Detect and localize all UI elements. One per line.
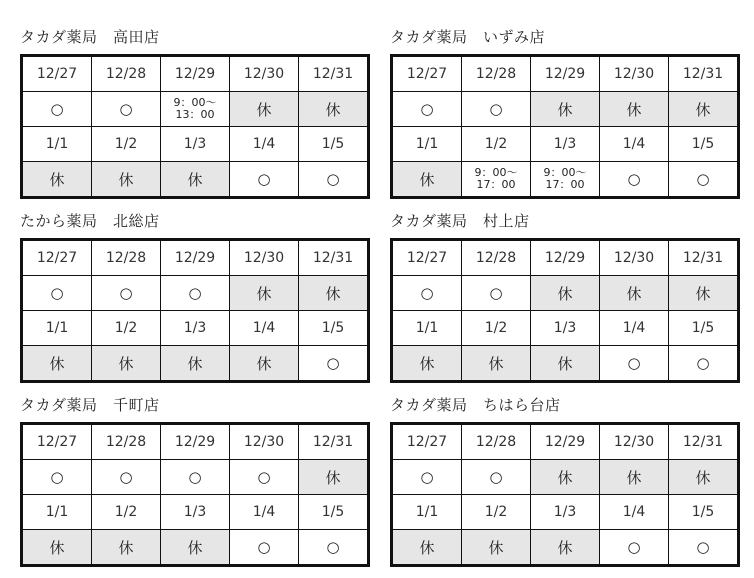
store-title: たから薬局 北総店: [20, 212, 160, 230]
closed-label: 休: [187, 354, 203, 373]
closed-cell: [299, 92, 369, 127]
date-cell: 12/31: [299, 240, 369, 276]
closed-label: 休: [419, 354, 435, 373]
open-mark: ○: [696, 538, 710, 556]
open-mark: ○: [627, 354, 641, 372]
date-cell: 12/30: [600, 240, 669, 276]
open-mark: ○: [489, 284, 503, 302]
open-cell: [230, 162, 299, 198]
date-cell: 12/27: [22, 240, 92, 276]
open-mark: ○: [257, 538, 271, 556]
closed-label: 休: [419, 538, 435, 557]
date-cell: 12/30: [230, 240, 299, 276]
hours-label: 9：00～ 17：00: [474, 166, 518, 191]
open-mark: ○: [257, 468, 271, 486]
open-cell: [462, 460, 531, 495]
closed-cell: [161, 346, 230, 382]
open-mark: ○: [188, 468, 202, 486]
closed-cell: [462, 346, 531, 382]
status-row: [22, 530, 369, 566]
open-mark: ○: [188, 284, 202, 302]
date-cell: 1/5: [299, 311, 369, 346]
closed-cell: [669, 92, 739, 127]
open-mark: ○: [326, 354, 340, 372]
closed-label: 休: [695, 100, 711, 119]
closed-cell: [392, 346, 462, 382]
closed-cell: [92, 162, 161, 198]
date-cell: 1/2: [462, 495, 531, 530]
date-cell: 12/30: [600, 424, 669, 460]
closed-cell: [669, 276, 739, 311]
date-cell: 12/28: [462, 56, 531, 92]
closed-cell: [531, 92, 600, 127]
schedule-table: [390, 422, 740, 567]
date-cell: 12/28: [92, 56, 161, 92]
date-cell: 12/27: [392, 240, 462, 276]
date-cell: 1/2: [92, 127, 161, 162]
open-mark: ○: [420, 100, 434, 118]
date-cell: 1/1: [392, 127, 462, 162]
open-cell: [22, 460, 92, 495]
date-cell: 12/27: [22, 424, 92, 460]
status-row: [392, 346, 739, 382]
store-block-murakami: [390, 210, 730, 383]
closed-label: 休: [118, 170, 134, 189]
open-cell: [392, 92, 462, 127]
open-cell: [669, 346, 739, 382]
open-cell: [462, 276, 531, 311]
store-block-chiharadai: [390, 394, 730, 567]
open-cell: [299, 530, 369, 566]
date-row: [22, 495, 369, 530]
closed-cell: [22, 346, 92, 382]
date-cell: 12/28: [92, 240, 161, 276]
closed-label: 休: [325, 284, 341, 303]
closed-label: 休: [626, 284, 642, 303]
schedule-table: [20, 422, 370, 567]
open-mark: ○: [119, 468, 133, 486]
date-cell: 12/29: [531, 240, 600, 276]
date-row: [22, 311, 369, 346]
date-cell: 12/29: [161, 424, 230, 460]
open-cell: [161, 276, 230, 311]
closed-cell: [22, 162, 92, 198]
store-title: タカダ薬局 村上店: [390, 212, 530, 230]
open-mark: ○: [489, 468, 503, 486]
hours-label: 9：00～ 13：00: [173, 96, 217, 121]
closed-cell: [92, 530, 161, 566]
open-mark: ○: [696, 354, 710, 372]
open-mark: ○: [326, 538, 340, 556]
date-cell: 12/28: [92, 424, 161, 460]
hours-cell: [531, 162, 600, 198]
open-cell: [92, 92, 161, 127]
store-title: タカダ薬局 高田店: [20, 28, 160, 46]
closed-cell: [299, 460, 369, 495]
date-cell: 1/5: [669, 311, 739, 346]
closed-label: 休: [488, 354, 504, 373]
date-row: [392, 56, 739, 92]
open-cell: [92, 276, 161, 311]
date-row: [22, 56, 369, 92]
open-cell: [600, 530, 669, 566]
open-mark: ○: [257, 170, 271, 188]
open-mark: ○: [50, 284, 64, 302]
date-cell: 12/28: [462, 424, 531, 460]
date-cell: 1/5: [669, 495, 739, 530]
closed-label: 休: [49, 354, 65, 373]
closed-label: 休: [695, 284, 711, 303]
date-cell: 1/4: [230, 495, 299, 530]
store-block-hokuso: [20, 210, 360, 383]
open-mark: ○: [119, 100, 133, 118]
date-cell: 1/2: [462, 311, 531, 346]
closed-cell: [600, 276, 669, 311]
closed-label: 休: [557, 284, 573, 303]
open-cell: [230, 530, 299, 566]
closed-cell: [230, 346, 299, 382]
date-cell: 12/30: [600, 56, 669, 92]
open-mark: ○: [119, 284, 133, 302]
date-cell: 1/1: [22, 127, 92, 162]
date-cell: 1/4: [600, 127, 669, 162]
date-cell: 1/3: [531, 127, 600, 162]
date-cell: 1/4: [600, 311, 669, 346]
closed-label: 休: [557, 538, 573, 557]
closed-cell: [600, 460, 669, 495]
date-cell: 12/31: [299, 424, 369, 460]
closed-label: 休: [256, 354, 272, 373]
date-cell: 12/29: [161, 56, 230, 92]
closed-cell: [462, 530, 531, 566]
closed-label: 休: [325, 468, 341, 487]
open-cell: [299, 346, 369, 382]
schedule-table: [20, 238, 370, 383]
closed-cell: [392, 162, 462, 198]
hours-label: 9：00～ 17：00: [543, 166, 587, 191]
date-cell: 1/1: [22, 311, 92, 346]
date-cell: 1/4: [230, 127, 299, 162]
date-cell: 1/2: [92, 495, 161, 530]
open-mark: ○: [420, 468, 434, 486]
open-cell: [230, 460, 299, 495]
date-cell: 12/29: [531, 56, 600, 92]
closed-label: 休: [187, 170, 203, 189]
schedule-table: [20, 54, 370, 199]
closed-label: 休: [118, 538, 134, 557]
open-mark: ○: [326, 170, 340, 188]
open-mark: ○: [489, 100, 503, 118]
closed-cell: [22, 530, 92, 566]
closed-label: 休: [256, 284, 272, 303]
closed-label: 休: [557, 100, 573, 119]
date-cell: 12/31: [299, 56, 369, 92]
closed-label: 休: [695, 468, 711, 487]
open-cell: [92, 460, 161, 495]
closed-label: 休: [118, 354, 134, 373]
open-cell: [161, 460, 230, 495]
open-mark: ○: [696, 170, 710, 188]
date-cell: 12/30: [230, 56, 299, 92]
store-title: タカダ薬局 ちはら台店: [390, 396, 561, 414]
date-cell: 1/5: [299, 495, 369, 530]
open-mark: ○: [50, 100, 64, 118]
date-cell: 1/3: [531, 311, 600, 346]
date-row: [392, 240, 739, 276]
date-cell: 1/3: [161, 127, 230, 162]
open-cell: [392, 276, 462, 311]
status-row: [392, 530, 739, 566]
closed-label: 休: [256, 100, 272, 119]
date-cell: 1/1: [22, 495, 92, 530]
closed-label: 休: [626, 468, 642, 487]
date-cell: 1/5: [299, 127, 369, 162]
schedule-table: [390, 238, 740, 383]
date-cell: 12/31: [669, 56, 739, 92]
date-cell: 12/31: [669, 240, 739, 276]
date-row: [392, 495, 739, 530]
date-cell: 12/29: [531, 424, 600, 460]
closed-label: 休: [557, 468, 573, 487]
date-cell: 1/4: [600, 495, 669, 530]
store-block-takada: [20, 26, 360, 199]
closed-label: 休: [419, 170, 435, 189]
status-row: [22, 346, 369, 382]
date-cell: 12/31: [669, 424, 739, 460]
hours-cell: [161, 92, 230, 127]
closed-cell: [299, 276, 369, 311]
open-cell: [22, 92, 92, 127]
closed-cell: [531, 346, 600, 382]
date-row: [392, 424, 739, 460]
open-cell: [462, 92, 531, 127]
closed-cell: [230, 276, 299, 311]
closed-label: 休: [557, 354, 573, 373]
date-cell: 12/27: [22, 56, 92, 92]
date-row: [22, 424, 369, 460]
date-row: [22, 240, 369, 276]
open-mark: ○: [420, 284, 434, 302]
closed-cell: [600, 92, 669, 127]
closed-cell: [669, 460, 739, 495]
closed-cell: [392, 530, 462, 566]
date-cell: 1/4: [230, 311, 299, 346]
closed-label: 休: [325, 100, 341, 119]
status-row: [22, 276, 369, 311]
open-cell: [669, 530, 739, 566]
status-row: [22, 92, 369, 127]
status-row: [392, 460, 739, 495]
store-block-izumi: [390, 26, 730, 199]
date-cell: 1/5: [669, 127, 739, 162]
date-cell: 1/1: [392, 495, 462, 530]
closed-label: 休: [488, 538, 504, 557]
closed-cell: [161, 162, 230, 198]
date-cell: 1/3: [531, 495, 600, 530]
closed-cell: [161, 530, 230, 566]
date-row: [392, 127, 739, 162]
hours-cell: [462, 162, 531, 198]
status-row: [22, 162, 369, 198]
closed-cell: [531, 460, 600, 495]
date-row: [22, 127, 369, 162]
closed-cell: [92, 346, 161, 382]
status-row: [392, 276, 739, 311]
date-cell: 1/2: [462, 127, 531, 162]
open-mark: ○: [50, 468, 64, 486]
status-row: [392, 92, 739, 127]
closed-cell: [531, 530, 600, 566]
closed-label: 休: [187, 538, 203, 557]
status-row: [22, 460, 369, 495]
date-cell: 12/27: [392, 424, 462, 460]
date-row: [392, 311, 739, 346]
open-cell: [600, 346, 669, 382]
store-title: タカダ薬局 千町店: [20, 396, 160, 414]
closed-label: 休: [49, 170, 65, 189]
open-cell: [669, 162, 739, 198]
open-mark: ○: [627, 170, 641, 188]
date-cell: 1/3: [161, 311, 230, 346]
date-cell: 12/27: [392, 56, 462, 92]
open-mark: ○: [627, 538, 641, 556]
open-cell: [600, 162, 669, 198]
status-row: [392, 162, 739, 198]
date-cell: 1/2: [92, 311, 161, 346]
date-cell: 1/1: [392, 311, 462, 346]
closed-cell: [531, 276, 600, 311]
open-cell: [22, 276, 92, 311]
store-block-senmachi: [20, 394, 360, 567]
date-cell: 12/28: [462, 240, 531, 276]
store-title: タカダ薬局 いずみ店: [390, 28, 546, 46]
schedule-table: [390, 54, 740, 199]
closed-label: 休: [626, 100, 642, 119]
open-cell: [299, 162, 369, 198]
date-cell: 12/29: [161, 240, 230, 276]
date-cell: 1/3: [161, 495, 230, 530]
closed-cell: [230, 92, 299, 127]
open-cell: [392, 460, 462, 495]
date-cell: 12/30: [230, 424, 299, 460]
closed-label: 休: [49, 538, 65, 557]
